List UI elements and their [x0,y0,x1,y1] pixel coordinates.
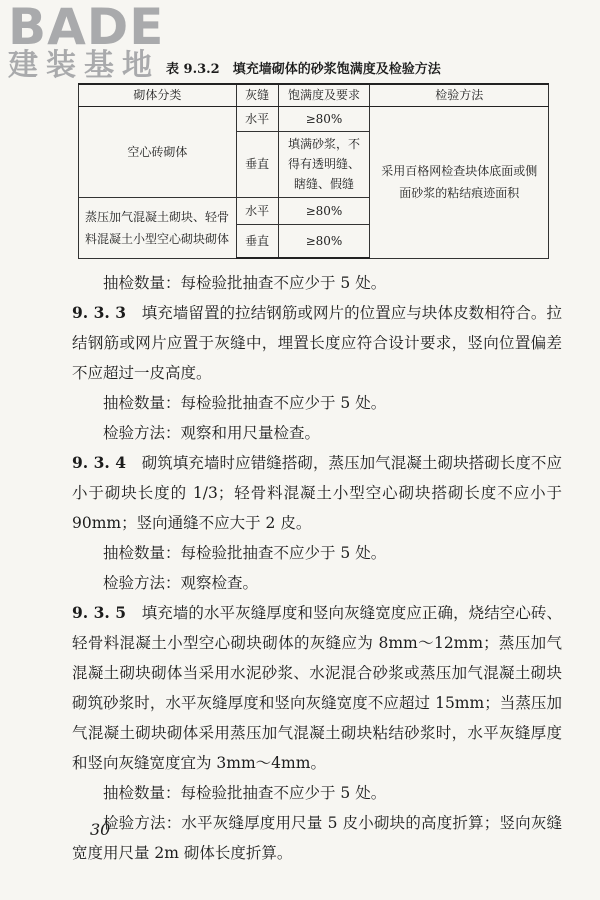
paragraph: 抽检数量：每检验批抽查不应少于 5 处。 [103,274,387,292]
cell-requirement: ≥80% [278,197,370,224]
table-header-row [79,84,549,106]
cell-aerated-block: 蒸压加气混凝土砌块、轻骨料混凝土小型空心砌块砌体 [79,197,237,258]
logo-brand: BADE [8,0,165,56]
clause-number: 9. 3. 3 [72,303,127,322]
clause-number: 9. 3. 5 [72,603,127,622]
cell-joint-horizontal: 水平 [236,197,278,224]
header-masonry-type: 砌体分类 [79,84,237,106]
paragraph: 检验方法：水平灰缝厚度用尺量 5 皮小砌块的高度折算；竖向灰缝宽度用尺量 2m 砌体长度折算。 [72,814,562,862]
clause-number: 9. 3. 4 [72,453,127,472]
clause-9-3-4 [72,448,562,538]
header-joint: 灰缝 [236,84,278,106]
paragraph: 检验方法：观察检查。 [103,574,259,592]
cell-hollow-brick: 空心砖砌体 [79,106,237,197]
logo-subtitle: 建装基地 [8,48,160,83]
body-text [72,268,562,868]
clause-9-3-3 [72,298,562,388]
page-number: 30 [90,820,111,839]
paragraph: 抽检数量：每检验批抽查不应少于 5 处。 [103,394,387,412]
table-row [79,106,549,131]
clause-text: 砌筑填充墙时应错缝搭砌，蒸压加气混凝土砌块搭砌长度不应小于砌块长度的 1/3；轻骨料混凝土小型空心砌块搭砌长度不应小于 90mm；竖向通缝不应大于 2 皮。 [72,454,562,532]
mortar-fullness-table [78,83,549,259]
clause-text: 填充墙留置的拉结钢筋或网片的位置应与块体皮数相符合。拉结钢筋或网片应置于灰缝中，埋置长度应符合设计要求，竖向位置偏差不应超过一皮高度。 [72,304,562,382]
paragraph: 抽检数量：每检验批抽查不应少于 5 处。 [103,544,387,562]
cell-joint-horizontal: 水平 [236,106,278,131]
cell-method: 采用百格网检查块体底面或侧面砂浆的粘结痕迹面积 [370,106,549,258]
paragraph: 检验方法：观察和用尺量检查。 [103,424,321,442]
cell-requirement-vertical: 填满砂浆，不得有透明缝、瞎缝、假缝 [278,131,370,197]
cell-requirement: ≥80% [278,224,370,258]
cell-joint-vertical: 垂直 [236,131,278,197]
table-title: 表 9.3.2 填充墙砌体的砂浆饱满度及检验方法 [166,62,441,77]
header-requirement: 饱满度及要求 [278,84,370,106]
clause-text: 填充墙的水平灰缝厚度和竖向灰缝宽度应正确，烧结空心砖、轻骨料混凝土小型空心砌块砌体的灰缝应为 8mm～12mm；蒸压加气混凝土砌块砌体当采用水泥砂浆、水泥混合砂浆或蒸压加气混凝土砌块砌筑砂浆时，水平灰缝厚度和竖向灰缝宽度不应超过 15mm；当蒸压加气混凝土砌块砌体采用蒸压加气混凝土砌块粘结砂浆时，水平灰缝厚度和竖向灰缝宽度宜为 3mm～4mm。 [72,604,562,772]
clause-9-3-5 [72,598,562,778]
paragraph: 抽检数量：每检验批抽查不应少于 5 处。 [103,784,387,802]
header-method: 检验方法 [370,84,549,106]
cell-joint-vertical: 垂直 [236,224,278,258]
watermark-logo [8,2,164,82]
cell-requirement: ≥80% [278,106,370,131]
